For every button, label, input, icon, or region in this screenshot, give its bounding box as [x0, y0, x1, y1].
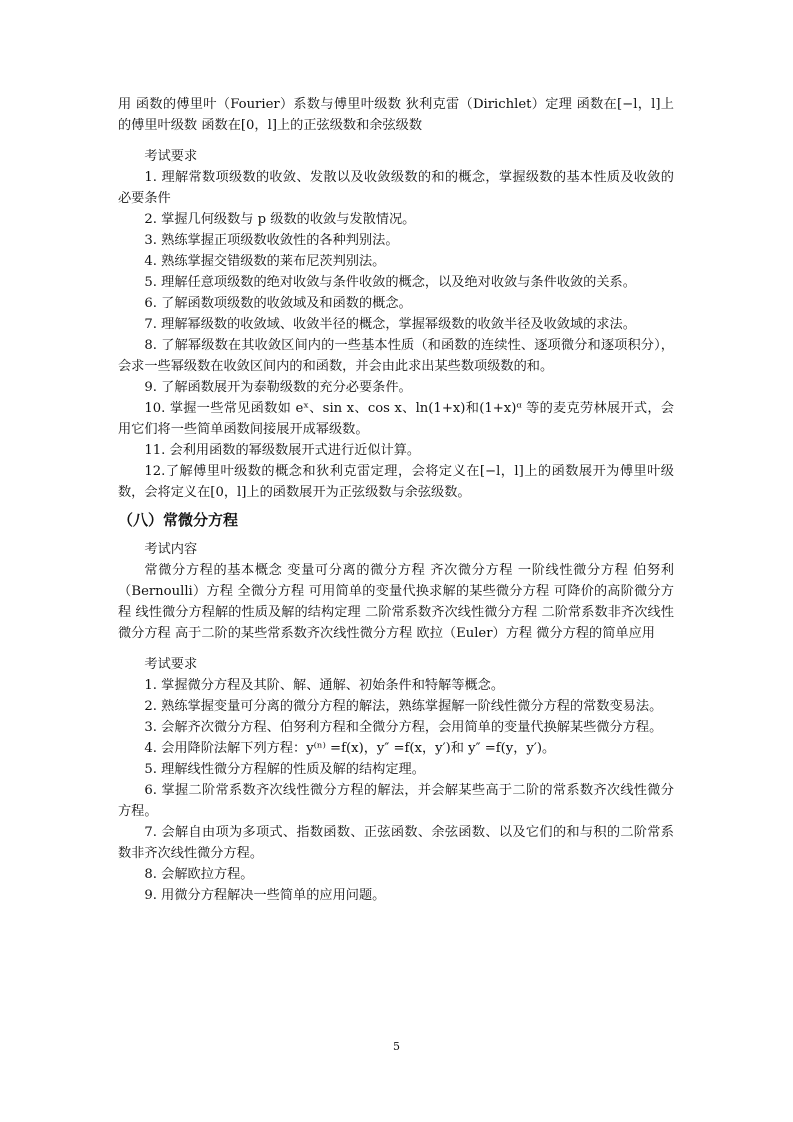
list-item: 6. 了解函数项级数的收敛域及和函数的概念。 — [144, 296, 412, 311]
section7-requirements-label: 考试要求 — [144, 149, 198, 164]
section8-requirements-list — [118, 675, 674, 906]
list-item: 5. 理解线性微分方程解的性质及解的结构定理。 — [144, 762, 425, 777]
section8-content: 常微分方程的基本概念 变量可分离的微分方程 齐次微分方程 一阶线性微分方程 伯努利（Bernoulli）方程 全微分方程 可用简单的变量代换求解的某些微分方程 可降价的高阶微分方程 线性微分方程解的性质及解的结构定理 二阶常系数齐次线性微分方程 二阶常系数非齐次线性微分方程 高于二阶的某些常系数齐次线性微分方程 欧拉（Euler）方程 微分方程的简单应用 — [118, 563, 674, 641]
section7-requirements-list — [118, 167, 674, 503]
list-item: 12.了解傅里叶级数的概念和狄利克雷定理，会将定义在[−l，l]上的函数展开为傅里叶级数，会将定义在[0，l]上的函数展开为正弦级数与余弦级数。 — [118, 464, 674, 500]
page-content — [118, 94, 674, 906]
section8-content-label: 考试内容 — [144, 542, 198, 557]
list-item: 6. 掌握二阶常系数齐次线性微分方程的解法，并会解某些高于二阶的常系数齐次线性微分方程。 — [118, 783, 674, 819]
list-item: 4. 会用降阶法解下列方程：y⁽ⁿ⁾ =f(x)，y″ =f(x，y′)和 y″ =f(y，y′)。 — [144, 741, 556, 756]
list-item: 3. 熟练掌握正项级数收敛性的各种判别法。 — [144, 233, 399, 248]
list-item: 9. 用微分方程解决一些简单的应用问题。 — [144, 888, 386, 903]
list-item: 1. 理解常数项级数的收敛、发散以及收敛级数的和的概念，掌握级数的基本性质及收敛的必要条件 — [118, 170, 674, 206]
list-item: 9. 了解函数展开为泰勒级数的充分必要条件。 — [144, 380, 412, 395]
list-item: 7. 会解自由项为多项式、指数函数、正弦函数、余弦函数、以及它们的和与积的二阶常系数非齐次线性微分方程。 — [118, 825, 674, 861]
list-item: 8. 了解幂级数在其收敛区间内的一些基本性质（和函数的连续性、逐项微分和逐项积分），会求一些幂级数在收敛区间内的和函数，并会由此求出某些数项级数的和。 — [118, 338, 674, 374]
section8-heading: （八）常微分方程 — [118, 511, 239, 529]
list-item: 4. 熟练掌握交错级数的莱布尼茨判别法。 — [144, 254, 386, 269]
spacer — [118, 644, 674, 654]
list-item: 2. 掌握几何级数与 p 级数的收敛与发散情况。 — [144, 212, 416, 227]
section8-requirements-label: 考试要求 — [144, 657, 198, 672]
list-item: 8. 会解欧拉方程。 — [144, 867, 254, 882]
list-item: 5. 理解任意项级数的绝对收敛与条件收敛的概念，以及绝对收敛与条件收敛的关系。 — [144, 275, 636, 290]
list-item: 2. 熟练掌握变量可分离的微分方程的解法，熟练掌握解一阶线性微分方程的常数变易法。 — [144, 699, 663, 714]
list-item: 3. 会解齐次微分方程、伯努利方程和全微分方程，会用简单的变量代换解某些微分方程。 — [144, 720, 663, 735]
list-item: 10. 掌握一些常见函数如 eˣ、sin x、cos x、ln(1+x)和(1+x)ᵅ 等的麦克劳林展开式，会用它们将一些简单函数间接展开成幂级数。 — [118, 401, 674, 437]
list-item: 7. 理解幂级数的收敛域、收敛半径的概念，掌握幂级数的收敛半径及收敛域的求法。 — [144, 317, 636, 332]
section7-content-tail: 用 函数的傅里叶（Fourier）系数与傅里叶级数 狄利克雷（Dirichlet）定理 函数在[−l，l]上的傅里叶级数 函数在[0，l]上的正弦级数和余弦级数 — [118, 97, 674, 133]
list-item: 1. 掌握微分方程及其阶、解、通解、初始条件和特解等概念。 — [144, 678, 505, 693]
list-item: 11. 会利用函数的幂级数展开式进行近似计算。 — [144, 443, 421, 458]
page-number: 5 — [393, 1040, 400, 1053]
